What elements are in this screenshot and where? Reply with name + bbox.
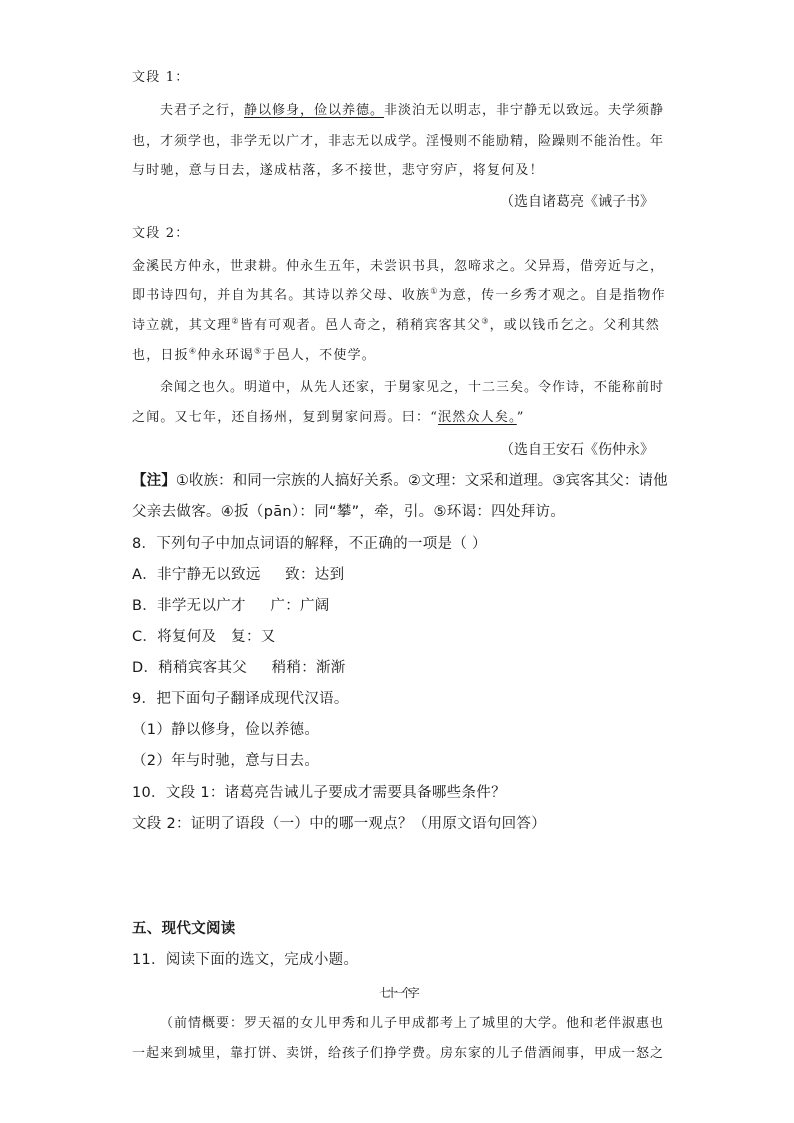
question-8-option-d: D．稍稍宾客其父 稍稍：渐渐 xyxy=(132,660,346,676)
notes-line-1: 【注】①收族：和同一宗族的人搞好关系。②文理：文采和道理。③宾客其父：请他 xyxy=(132,473,668,489)
question-9: 9．把下面句子翻译成现代汉语。 xyxy=(132,691,349,707)
passage2-line-6: 之闻。又七年，还自扬州，复到舅家问焉。曰：“泯然众人矣。” xyxy=(132,410,525,425)
passage2-line-4: 也，日扳④仲永环谒⑤于邑人，不使学。 xyxy=(132,346,376,363)
article-title: 七十一个字 xyxy=(378,986,415,1000)
footnote-marker-3: ③ xyxy=(481,316,490,326)
passage2-line-3: 诗立就，其文理②皆有可观者。邑人奇之，稍稍宾客其父③，或以钱币乞之。父利其然 xyxy=(132,316,660,333)
passage2-line-1: 金溪民方仲永，世隶耕。仲永生五年，未尝识书具，忽啼求之。父异焉，借旁近与之， xyxy=(132,259,665,274)
footnote-marker-5: ⑤ xyxy=(254,346,263,356)
passage1-line-3: 与时驰，意与日去，遂成枯落，多不接世，悲守穷庐，将复何及！ xyxy=(132,163,544,178)
passage2-source: （选自王安石《伤仲永》 xyxy=(500,442,654,458)
footnote-marker-2: ② xyxy=(231,316,240,326)
article-intro-line-1: （前情概要：罗天福的女儿甲秀和儿子甲成都考上了城里的大学。他和老伴淑惠也 xyxy=(160,1016,665,1031)
question-9-item-1: （1）静以修身，俭以养德。 xyxy=(132,722,320,738)
section-heading: 五、现代文阅读 xyxy=(132,921,236,937)
passage2-line-2: 即书诗四句，并自为其名。其诗以养父母、收族①为意，传一乡秀才观之。自是指物作 xyxy=(132,286,666,303)
question-8-option-a: A．非宁静无以致远 致：达到 xyxy=(132,567,345,583)
notes-line-2: 父亲去做客。④扳（pān）：同“攀”，牵，引。⑤环谒：四处拜访。 xyxy=(132,504,566,520)
footnote-marker-1: ① xyxy=(430,286,439,296)
question-8-option-b: B．非学无以广才 广：广阔 xyxy=(132,598,330,614)
passage1-label: 文段 1： xyxy=(132,70,190,85)
passage2-line-5: 余闻之也久。明道中，从先人还家，于舅家见之，十二三矣。令作诗，不能称前时 xyxy=(160,380,665,395)
footnote-marker-4: ④ xyxy=(188,346,198,356)
underlined-sentence: 泯然众人矣。 xyxy=(438,410,517,425)
question-10: 10．文段 1：诸葛亮告诫儿子要成才需要具备哪些条件？ xyxy=(132,785,506,801)
question-11: 11．阅读下面的选文，完成小题。 xyxy=(132,952,359,968)
underlined-sentence: 静以修身，俭以养德。 xyxy=(244,103,385,118)
question-10-part-2: 文段 2：证明了语段（一）中的哪一观点？（用原文语句回答） xyxy=(132,816,547,832)
article-intro-line-2: 一起来到城里，靠打饼、卖饼，给孩子们挣学费。房东家的儿子借酒闹事，甲成一怒之 xyxy=(132,1046,665,1061)
passage1-line-1: 夫君子之行，静以修身，俭以养德。非淡泊无以明志，非宁静无以致远。夫学须静 xyxy=(160,103,665,118)
passage1-line-2: 也，才须学也，非学无以广才，非志无以成学。淫慢则不能励精，险躁则不能治性。年 xyxy=(132,134,665,149)
passage2-label: 文段 2： xyxy=(132,226,190,241)
notes-prefix: 【注】 xyxy=(132,473,176,489)
passage1-source: （选自诸葛亮《诫子书》 xyxy=(500,194,654,210)
question-8: 8．下列句子中加点词语的解释，不正确的一项是（ ） xyxy=(132,536,487,552)
question-8-option-c: C．将复何及 复：又 xyxy=(132,629,276,645)
question-9-item-2: （2）年与时驰，意与日去。 xyxy=(132,753,320,769)
